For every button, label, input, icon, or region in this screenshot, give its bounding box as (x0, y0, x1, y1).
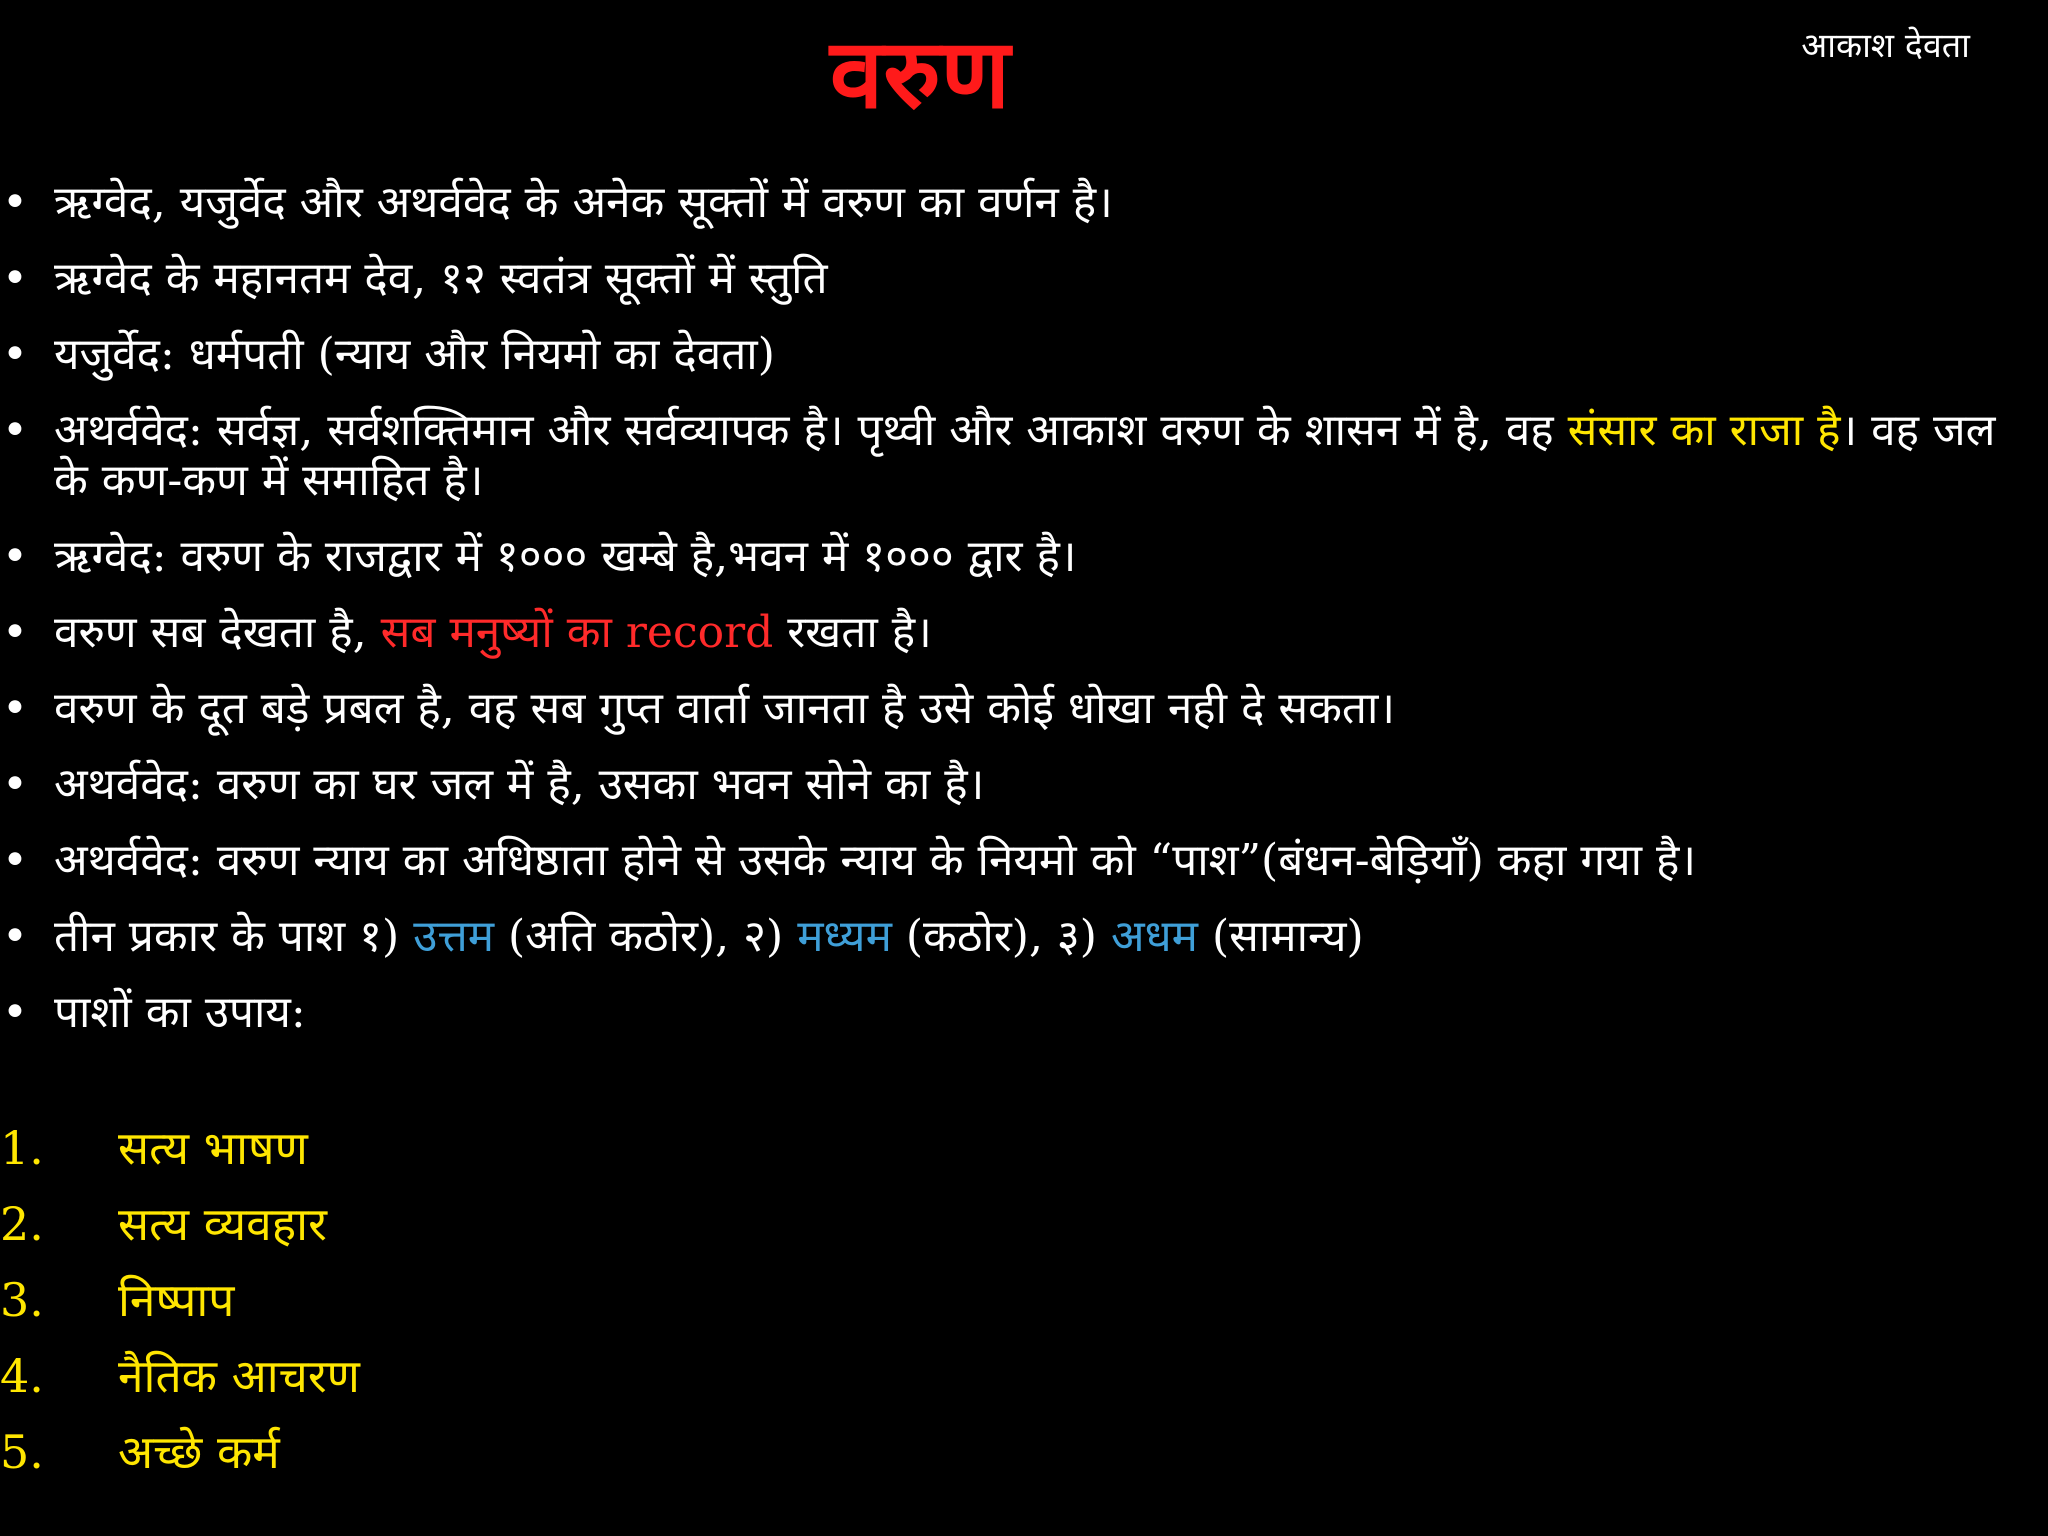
bullet-item (0, 760, 2010, 810)
remedy-number: 5. (0, 1425, 44, 1479)
bullet-dot-icon: • (2, 835, 28, 886)
bullet-item (0, 254, 2010, 304)
remedy-number: 2. (0, 1197, 44, 1251)
bullet-text: वरुण सब देखता है, (54, 607, 381, 658)
bullet-item (0, 330, 2010, 380)
pash-type-uttam: उत्तम (413, 911, 495, 962)
bullet-text: ऋग्वेद के महानतम देव, १२ स्वतंत्र सूक्तों में स्तुति (54, 253, 828, 304)
bullet-item (0, 988, 2010, 1038)
remedy-text: नैतिक आचरण (118, 1349, 360, 1403)
bullet-list (0, 178, 2010, 1064)
bullet-text: (सामान्य) (1197, 911, 1364, 962)
bullet-text: ऋग्वेद, यजुर्वेद और अथर्ववेद के अनेक सूक्तों में वरुण का वर्णन है। (54, 177, 1113, 228)
pash-type-madhyam: मध्यम (797, 911, 892, 962)
bullet-item (0, 608, 2010, 658)
bullet-dot-icon: • (2, 607, 28, 658)
bullet-text: पाशों का उपाय: (54, 987, 306, 1038)
bullet-dot-icon: • (2, 177, 28, 228)
bullet-text: तीन प्रकार के पाश १) (54, 911, 414, 962)
bullet-item (0, 912, 2010, 962)
bullet-text: । वह जल के कण-कण में समाहित है। (54, 405, 1996, 506)
bullet-dot-icon: • (2, 531, 28, 582)
slide-title: वरुण (829, 18, 1011, 130)
bullet-dot-icon: • (2, 987, 28, 1038)
remedy-text: अच्छे कर्म (118, 1425, 280, 1479)
corner-label: आकाश देवता (1801, 26, 1970, 66)
bullet-text: यजुर्वेद: धर्मपती (न्याय और नियमो का देवता) (54, 329, 775, 380)
bullet-text: (अति कठोर), २) (494, 911, 798, 962)
bullet-item (0, 684, 2010, 734)
bullet-text: वरुण के दूत बड़े प्रबल है, वह सब गुप्त वार्ता जानता है उसे कोई धोखा नही दे सकता। (54, 683, 1396, 734)
bullet-text: ऋग्वेद: वरुण के राजद्वार में १००० खम्बे है,भवन में १००० द्वार है। (54, 531, 1077, 582)
remedy-text: निष्पाप (118, 1273, 235, 1327)
bullet-text: रखता है। (773, 607, 932, 658)
pash-type-adham: अधम (1110, 911, 1198, 962)
remedy-text: सत्य भाषण (118, 1121, 308, 1175)
remedy-text: सत्य व्यवहार (118, 1197, 327, 1251)
bullet-dot-icon: • (2, 329, 28, 380)
remedy-number: 1. (0, 1121, 44, 1175)
bullet-text: (कठोर), ३) (891, 911, 1111, 962)
bullet-item (0, 406, 2010, 506)
bullet-text: अथर्ववेद: वरुण का घर जल में है, उसका भवन सोने का है। (54, 759, 985, 810)
bullet-dot-icon: • (2, 405, 28, 456)
bullet-item (0, 178, 2010, 228)
bullet-highlight: सब मनुष्यों का record (380, 607, 774, 658)
bullet-dot-icon: • (2, 759, 28, 810)
bullet-dot-icon: • (2, 683, 28, 734)
bullet-item (0, 532, 2010, 582)
bullet-dot-icon: • (2, 911, 28, 962)
bullet-text: अथर्ववेद: वरुण न्याय का अधिष्ठाता होने से उसके न्याय के नियमो को “पाश”(बंधन-बेड़ियाँ) कहा गया है। (54, 835, 1697, 886)
bullet-highlight: संसार का राजा है (1567, 405, 1841, 456)
bullet-dot-icon: • (2, 253, 28, 304)
remedy-number: 4. (0, 1349, 44, 1403)
bullet-text: अथर्ववेद: सर्वज्ञ, सर्वशक्तिमान और सर्वव्यापक है। पृथ्वी और आकाश वरुण के शासन में है, वह (54, 405, 1568, 456)
bullet-item (0, 836, 2010, 886)
remedy-number: 3. (0, 1273, 44, 1327)
